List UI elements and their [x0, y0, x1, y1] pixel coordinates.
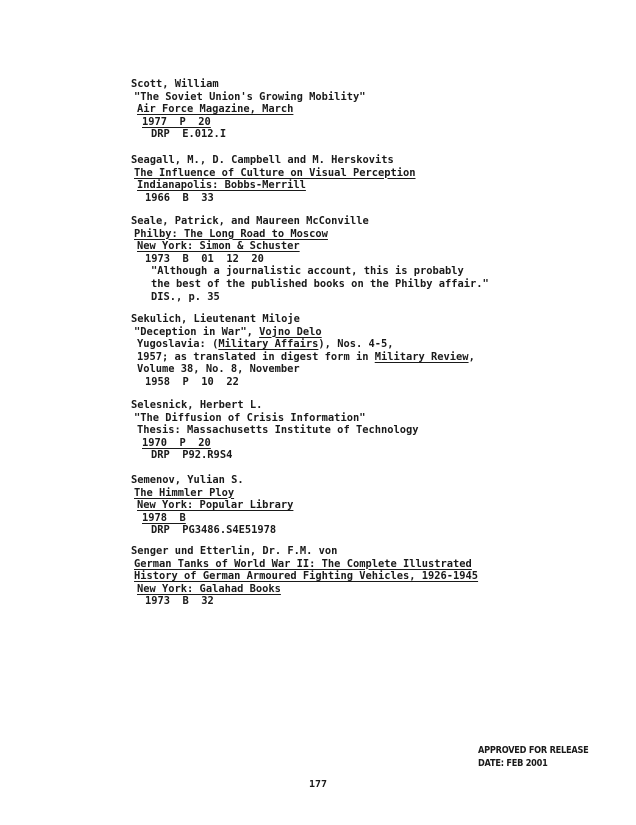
entry-code	[131, 437, 571, 450]
entry-publication-text: Air Force Magazine, March	[137, 103, 294, 116]
entry-volume: Volume 38, No. 8, November	[137, 363, 300, 376]
entry-quote-line: the best of the published books on the Philby affair."	[151, 277, 489, 290]
entry-author: Semenov, Yulian S.	[131, 474, 244, 486]
entry-title	[131, 228, 571, 241]
entry-title-text: Philby: The Long Road to Moscow	[134, 227, 328, 240]
entry-publication: Thesis: Massachusetts Institute of Technology	[137, 424, 419, 437]
entry-quote-source: DIS., p. 35	[151, 290, 220, 303]
entry-drp: DRP P92.R9S4	[151, 449, 233, 462]
entry-author: Sekulich, Lieutenant Miloje	[131, 313, 300, 325]
entry-publication	[131, 103, 571, 116]
entry-code-text: 1978 B	[142, 511, 186, 524]
entry-code: 1973 B 32	[145, 595, 214, 608]
entry-title: "The Soviet Union's Growing Mobility"	[134, 90, 366, 103]
bibliography-entry-senger	[131, 545, 571, 608]
entry-code-text: 1977 P 20	[142, 115, 211, 128]
entry-publication	[131, 179, 571, 192]
entry-title-text: "Deception in War",	[134, 325, 260, 338]
entry-code: 1966 B 33	[145, 191, 214, 204]
entry-journal-name: Vojno Delo	[259, 325, 322, 338]
entry-title: "The Diffusion of Crisis Information"	[134, 411, 366, 424]
entry-quote-line: "Although a journalistic account, this is probably	[151, 265, 464, 278]
entry-author: Scott, William	[131, 78, 219, 90]
entry-title-text: History of German Armoured Fighting Vehicles, 1926-1945	[134, 570, 479, 583]
entry-title	[131, 487, 571, 500]
entry-publication-text: New York: Galahad Books	[137, 582, 281, 595]
entry-code: 1958 P 10 22	[145, 375, 239, 388]
bibliography-entry-semenov	[131, 474, 571, 537]
bibliography-entry-seagall	[131, 154, 571, 204]
entry-author: Seale, Patrick, and Maureen McConville	[131, 215, 369, 227]
entry-publication-text: New York: Popular Library	[137, 499, 294, 512]
entry-publication-prefix: Yugoslavia: (	[137, 338, 219, 351]
entry-title-text: The Himmler Ploy	[134, 486, 235, 499]
bibliography-entry-sekulich	[131, 313, 571, 389]
entry-title	[131, 167, 571, 180]
entry-publication	[131, 583, 571, 596]
release-stamp	[478, 744, 588, 770]
entry-title-continued	[131, 570, 571, 583]
entry-drp: DRP PG3486.S4E51978	[151, 524, 277, 537]
entry-code: 1973 B 01 12 20	[145, 252, 264, 265]
bibliography-entry-scott	[131, 78, 571, 141]
entry-publication-text: Indianapolis: Bobbs-Merrill	[137, 179, 306, 192]
entry-author: Senger und Etterlin, Dr. F.M. von	[131, 545, 338, 557]
entry-author: Seagall, M., D. Campbell and M. Herskovits	[131, 154, 394, 166]
entry-title-text: The Influence of Culture on Visual Perception	[134, 166, 416, 179]
entry-translation-text: 1957; as translated in digest form in	[137, 350, 375, 363]
entry-code	[131, 116, 571, 129]
release-stamp-line1: APPROVED FOR RELEASE	[478, 745, 589, 756]
entry-title	[131, 326, 571, 339]
entry-publication	[131, 499, 571, 512]
entry-code-text: 1970 P 20	[142, 436, 211, 449]
entry-publication	[131, 338, 571, 351]
release-stamp-line2: DATE: FEB 2001	[478, 758, 548, 769]
entry-journal-translation: Military Affairs	[218, 338, 319, 351]
page-number: 177	[308, 779, 328, 790]
entry-publication-text: New York: Simon & Schuster	[137, 240, 300, 253]
entry-translation	[131, 351, 571, 364]
entry-drp: DRP E.012.I	[151, 128, 227, 141]
entry-title-text: German Tanks of World War II: The Complete Illustrated	[134, 557, 472, 570]
entry-publication-suffix: ), Nos. 4-5,	[318, 338, 394, 351]
entry-translation-suffix: ,	[468, 350, 475, 363]
entry-code	[131, 512, 571, 525]
entry-title	[131, 558, 571, 571]
entry-translation-journal: Military Review	[374, 350, 469, 363]
bibliography-entry-seale	[131, 215, 571, 303]
entry-author: Selesnick, Herbert L.	[131, 399, 263, 411]
bibliography-entry-selesnick	[131, 399, 571, 462]
entry-publication	[131, 240, 571, 253]
